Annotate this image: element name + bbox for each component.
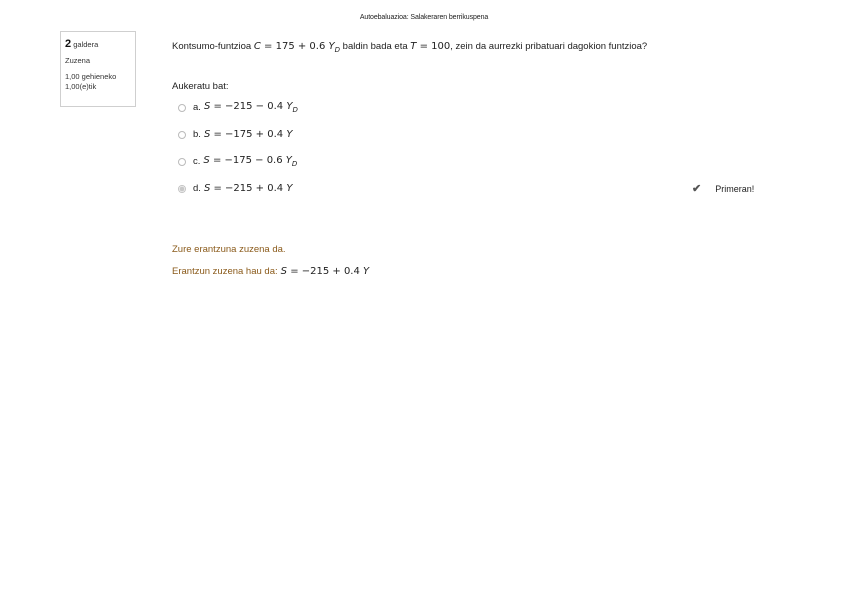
question-status: Zuzena	[65, 55, 91, 65]
general-feedback: Zure erantzuna zuzena da.	[172, 243, 286, 255]
option-feedback-text: Primeran!	[715, 183, 755, 194]
question-formula-t: T = 100	[410, 41, 451, 52]
radio-b[interactable]	[178, 131, 186, 139]
answer-options	[172, 94, 808, 202]
radio-c[interactable]	[178, 158, 186, 166]
question-text	[172, 40, 808, 57]
right-answer-formula: S = −215 + 0.4 Y	[280, 265, 370, 277]
option-b[interactable]	[172, 121, 808, 148]
question-feedback	[172, 238, 808, 282]
option-formula: S = −175 + 0.4 Y	[203, 129, 293, 140]
option-c[interactable]	[172, 148, 808, 175]
radio-a[interactable]	[178, 104, 186, 112]
option-formula: S = −175 − 0.6 $Y_D$	[203, 155, 298, 168]
question-number: 2	[65, 38, 72, 50]
option-letter: d.	[193, 183, 201, 194]
right-answer-label: Erantzun zuzena hau da:	[172, 265, 278, 277]
option-a[interactable]	[172, 94, 808, 121]
question-text-before: Kontsumo-funtzioa	[172, 41, 252, 52]
question-mark-line2: 1,00(e)tik	[65, 82, 97, 92]
option-formula: S = −215 + 0.4 Y	[203, 183, 293, 194]
option-feedback	[692, 182, 754, 195]
option-d[interactable]	[172, 175, 808, 202]
question-info-box	[60, 31, 136, 107]
question-formula-c: C = 175 + 0.6 $Y_D$	[253, 41, 341, 54]
radio-d[interactable]	[178, 185, 186, 193]
option-formula: S = −215 − 0.4 $Y_D$	[203, 101, 298, 114]
question-word: galdera	[73, 40, 99, 49]
right-answer	[172, 260, 808, 282]
page-header: Autoebaluazioa: Salakeraren berrikuspena	[359, 14, 489, 21]
question-text-middle: baldin bada eta	[342, 41, 408, 52]
answer-prompt: Aukeratu bat:	[172, 81, 229, 92]
check-icon: ✔	[692, 183, 702, 195]
option-letter: a.	[193, 102, 201, 113]
question-content	[172, 40, 808, 282]
question-text-after: , zein da aurrezki pribatuari dagokion funtzioa?	[450, 41, 648, 52]
option-letter: b.	[193, 129, 201, 140]
option-letter: c.	[193, 156, 201, 167]
question-mark-line1: 1,00 gehieneko	[65, 71, 117, 81]
